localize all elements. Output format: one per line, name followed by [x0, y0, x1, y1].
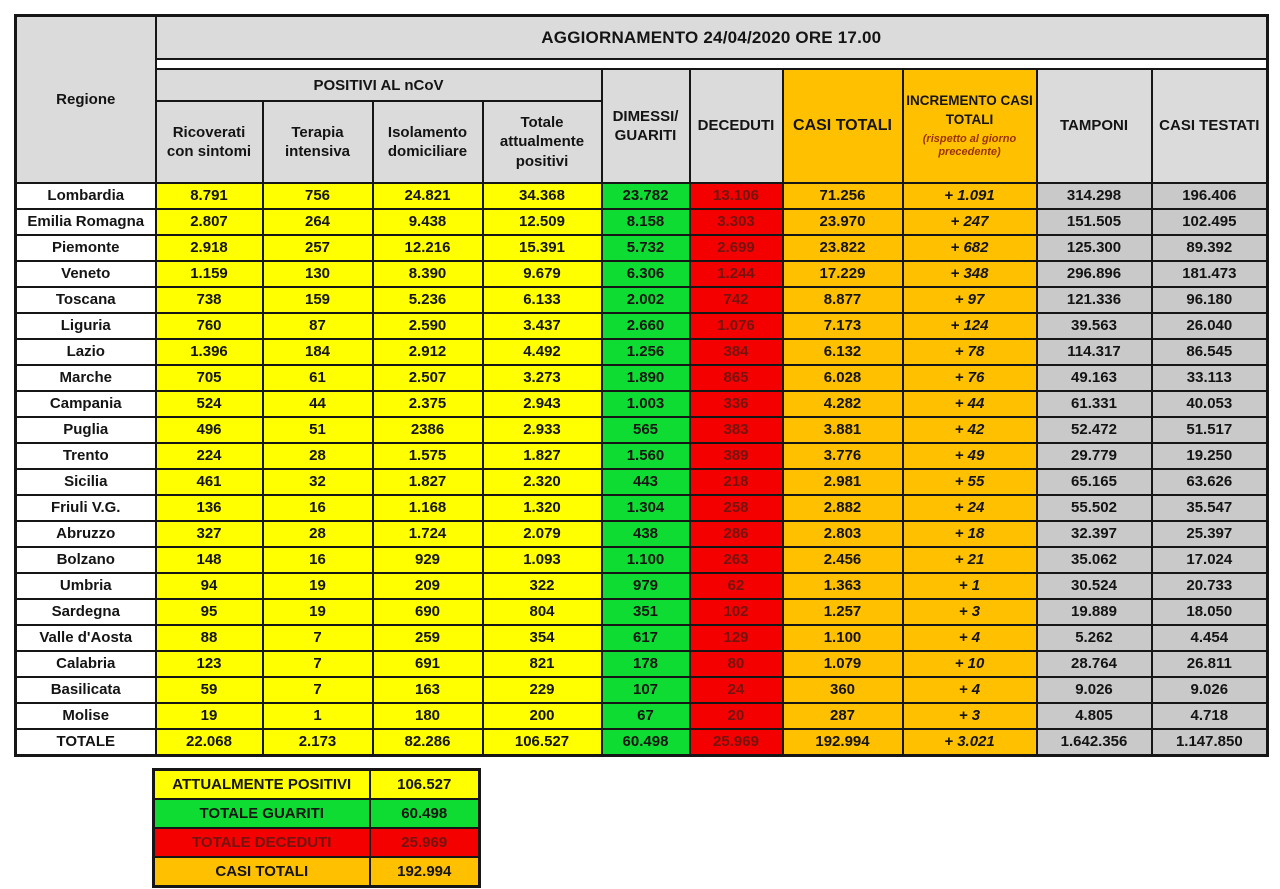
value-cell: 52.472	[1037, 417, 1152, 443]
region-cell: Marche	[16, 365, 156, 391]
value-cell: 1.724	[373, 521, 483, 547]
value-cell: 192.994	[783, 729, 903, 756]
summary-legend	[152, 768, 481, 888]
col-header-tamponi: TAMPONI	[1037, 69, 1152, 183]
value-cell: 4.492	[483, 339, 602, 365]
value-cell: 2.660	[602, 313, 690, 339]
value-cell: 102	[690, 599, 783, 625]
value-cell: 336	[690, 391, 783, 417]
value-cell: 322	[483, 573, 602, 599]
col-header-casi-testati: CASI TESTATI	[1152, 69, 1268, 183]
legend-value: 106.527	[370, 770, 480, 800]
value-cell: 9.438	[373, 209, 483, 235]
value-cell: 9.679	[483, 261, 602, 287]
value-cell: 2.933	[483, 417, 602, 443]
value-cell: 26.040	[1152, 313, 1268, 339]
value-cell: 23.782	[602, 183, 690, 209]
value-cell: 28.764	[1037, 651, 1152, 677]
table-row	[16, 261, 1268, 287]
value-cell: 107	[602, 677, 690, 703]
value-cell: 34.368	[483, 183, 602, 209]
value-cell: 20	[690, 703, 783, 729]
value-cell: 200	[483, 703, 602, 729]
value-cell: 86.545	[1152, 339, 1268, 365]
table-row	[16, 625, 1268, 651]
value-cell: 1.003	[602, 391, 690, 417]
value-cell: 2.456	[783, 547, 903, 573]
value-cell: 2.882	[783, 495, 903, 521]
value-cell: 6.133	[483, 287, 602, 313]
value-cell: + 44	[903, 391, 1037, 417]
value-cell: 19	[263, 573, 373, 599]
value-cell: 2.375	[373, 391, 483, 417]
legend-value: 192.994	[370, 857, 480, 887]
region-cell: Emilia Romagna	[16, 209, 156, 235]
value-cell: 88	[156, 625, 263, 651]
value-cell: 5.236	[373, 287, 483, 313]
table-row	[16, 313, 1268, 339]
value-cell: 95	[156, 599, 263, 625]
region-cell: Campania	[16, 391, 156, 417]
value-cell: 1.320	[483, 495, 602, 521]
value-cell: + 42	[903, 417, 1037, 443]
value-cell: 30.524	[1037, 573, 1152, 599]
value-cell: 383	[690, 417, 783, 443]
value-cell: 1.827	[483, 443, 602, 469]
value-cell: 705	[156, 365, 263, 391]
legend-label: TOTALE GUARITI	[154, 799, 370, 828]
table-row	[16, 391, 1268, 417]
value-cell: + 55	[903, 469, 1037, 495]
value-cell: 760	[156, 313, 263, 339]
value-cell: 218	[690, 469, 783, 495]
value-cell: 1.304	[602, 495, 690, 521]
value-cell: 22.068	[156, 729, 263, 756]
value-cell: + 97	[903, 287, 1037, 313]
value-cell: 19.250	[1152, 443, 1268, 469]
value-cell: 2.981	[783, 469, 903, 495]
value-cell: 125.300	[1037, 235, 1152, 261]
value-cell: 24	[690, 677, 783, 703]
value-cell: 2.590	[373, 313, 483, 339]
value-cell: 360	[783, 677, 903, 703]
value-cell: 259	[373, 625, 483, 651]
value-cell: 151.505	[1037, 209, 1152, 235]
table-row	[16, 469, 1268, 495]
region-cell: Bolzano	[16, 547, 156, 573]
value-cell: 7	[263, 625, 373, 651]
col-header-ricoverati-con-sintomi: Ricoverati con sintomi	[156, 101, 263, 183]
value-cell: 35.062	[1037, 547, 1152, 573]
value-cell: 821	[483, 651, 602, 677]
value-cell: 32	[263, 469, 373, 495]
value-cell: 258	[690, 495, 783, 521]
value-cell: 16	[263, 547, 373, 573]
table-row	[16, 417, 1268, 443]
value-cell: 96.180	[1152, 287, 1268, 313]
value-cell: + 18	[903, 521, 1037, 547]
value-cell: 617	[602, 625, 690, 651]
value-cell: 129	[690, 625, 783, 651]
value-cell: 354	[483, 625, 602, 651]
value-cell: 35.547	[1152, 495, 1268, 521]
table-row	[16, 365, 1268, 391]
value-cell: 389	[690, 443, 783, 469]
region-cell: Lazio	[16, 339, 156, 365]
value-cell: 16	[263, 495, 373, 521]
table-row	[16, 339, 1268, 365]
value-cell: 59	[156, 677, 263, 703]
table-row	[16, 495, 1268, 521]
value-cell: 979	[602, 573, 690, 599]
value-cell: 2.912	[373, 339, 483, 365]
col-header-isolamento-domiciliare: Isolamento domiciliare	[373, 101, 483, 183]
table-title: AGGIORNAMENTO 24/04/2020 ORE 17.00	[156, 16, 1268, 60]
value-cell: 690	[373, 599, 483, 625]
value-cell: 26.811	[1152, 651, 1268, 677]
value-cell: 2.320	[483, 469, 602, 495]
value-cell: 4.805	[1037, 703, 1152, 729]
value-cell: 1.100	[602, 547, 690, 573]
value-cell: 1.363	[783, 573, 903, 599]
value-cell: 148	[156, 547, 263, 573]
region-cell: Sardegna	[16, 599, 156, 625]
value-cell: 5.262	[1037, 625, 1152, 651]
region-cell: Puglia	[16, 417, 156, 443]
value-cell: + 3	[903, 703, 1037, 729]
value-cell: 229	[483, 677, 602, 703]
value-cell: 181.473	[1152, 261, 1268, 287]
value-cell: 8.390	[373, 261, 483, 287]
table-row	[16, 677, 1268, 703]
region-cell: Lombardia	[16, 183, 156, 209]
value-cell: 264	[263, 209, 373, 235]
value-cell: 1.396	[156, 339, 263, 365]
region-cell: Abruzzo	[16, 521, 156, 547]
legend-label: ATTUALMENTE POSITIVI	[154, 770, 370, 800]
header-spacer	[156, 59, 1268, 69]
value-cell: 4.718	[1152, 703, 1268, 729]
value-cell: 159	[263, 287, 373, 313]
value-cell: 1.257	[783, 599, 903, 625]
value-cell: 51.517	[1152, 417, 1268, 443]
value-cell: 3.303	[690, 209, 783, 235]
value-cell: 178	[602, 651, 690, 677]
value-cell: 6.132	[783, 339, 903, 365]
value-cell: 2.173	[263, 729, 373, 756]
value-cell: 2.943	[483, 391, 602, 417]
value-cell: 1.256	[602, 339, 690, 365]
value-cell: 17.024	[1152, 547, 1268, 573]
value-cell: 2.807	[156, 209, 263, 235]
col-header-totale-attualmente-positivi: Totale attualmente positivi	[483, 101, 602, 183]
legend-row	[154, 828, 480, 857]
value-cell: 25.397	[1152, 521, 1268, 547]
value-cell: 61	[263, 365, 373, 391]
value-cell: 61.331	[1037, 391, 1152, 417]
value-cell: 80	[690, 651, 783, 677]
value-cell: 929	[373, 547, 483, 573]
value-cell: 67	[602, 703, 690, 729]
value-cell: + 682	[903, 235, 1037, 261]
value-cell: 3.273	[483, 365, 602, 391]
value-cell: 28	[263, 443, 373, 469]
value-cell: 106.527	[483, 729, 602, 756]
value-cell: 12.509	[483, 209, 602, 235]
value-cell: 2.507	[373, 365, 483, 391]
region-cell: Trento	[16, 443, 156, 469]
value-cell: 296.896	[1037, 261, 1152, 287]
value-cell: 7.173	[783, 313, 903, 339]
region-cell: Piemonte	[16, 235, 156, 261]
value-cell: 49.163	[1037, 365, 1152, 391]
value-cell: 40.053	[1152, 391, 1268, 417]
region-cell: Toscana	[16, 287, 156, 313]
value-cell: 17.229	[783, 261, 903, 287]
incremento-note: (rispetto al giorno precedente)	[922, 132, 1017, 159]
value-cell: 438	[602, 521, 690, 547]
table-row	[16, 287, 1268, 313]
table-row	[16, 235, 1268, 261]
region-cell: Calabria	[16, 651, 156, 677]
region-cell: Friuli V.G.	[16, 495, 156, 521]
value-cell: 184	[263, 339, 373, 365]
value-cell: 44	[263, 391, 373, 417]
value-cell: 1.093	[483, 547, 602, 573]
value-cell: 738	[156, 287, 263, 313]
value-cell: 3.437	[483, 313, 602, 339]
value-cell: + 4	[903, 677, 1037, 703]
value-cell: 136	[156, 495, 263, 521]
value-cell: 89.392	[1152, 235, 1268, 261]
table-row	[16, 209, 1268, 235]
value-cell: 39.563	[1037, 313, 1152, 339]
value-cell: 1.100	[783, 625, 903, 651]
value-cell: 4.454	[1152, 625, 1268, 651]
value-cell: 25.969	[690, 729, 783, 756]
col-header-terapia-intensiva: Terapia intensiva	[263, 101, 373, 183]
covid-summary-table	[14, 14, 1269, 757]
table-row	[16, 443, 1268, 469]
legend-row	[154, 857, 480, 887]
region-cell: Sicilia	[16, 469, 156, 495]
value-cell: 443	[602, 469, 690, 495]
value-cell: 63.626	[1152, 469, 1268, 495]
value-cell: + 10	[903, 651, 1037, 677]
value-cell: 8.877	[783, 287, 903, 313]
value-cell: 1.168	[373, 495, 483, 521]
region-cell: Umbria	[16, 573, 156, 599]
value-cell: 55.502	[1037, 495, 1152, 521]
value-cell: 29.779	[1037, 443, 1152, 469]
value-cell: 1.890	[602, 365, 690, 391]
value-cell: 82.286	[373, 729, 483, 756]
legend-row	[154, 799, 480, 828]
value-cell: 2.699	[690, 235, 783, 261]
value-cell: 33.113	[1152, 365, 1268, 391]
value-cell: 180	[373, 703, 483, 729]
value-cell: 114.317	[1037, 339, 1152, 365]
value-cell: 4.282	[783, 391, 903, 417]
col-header-deceduti: DECEDUTI	[690, 69, 783, 183]
value-cell: 23.970	[783, 209, 903, 235]
region-cell: Valle d'Aosta	[16, 625, 156, 651]
value-cell: 257	[263, 235, 373, 261]
value-cell: 1.575	[373, 443, 483, 469]
value-cell: 314.298	[1037, 183, 1152, 209]
col-header-dimessi-guariti: DIMESSI/ GUARITI	[602, 69, 690, 183]
value-cell: 13.106	[690, 183, 783, 209]
value-cell: 804	[483, 599, 602, 625]
table-row	[16, 183, 1268, 209]
value-cell: + 76	[903, 365, 1037, 391]
value-cell: 94	[156, 573, 263, 599]
value-cell: 524	[156, 391, 263, 417]
value-cell: 12.216	[373, 235, 483, 261]
value-cell: 5.732	[602, 235, 690, 261]
value-cell: 20.733	[1152, 573, 1268, 599]
value-cell: 1.147.850	[1152, 729, 1268, 756]
value-cell: 2.079	[483, 521, 602, 547]
value-cell: 351	[602, 599, 690, 625]
region-cell: TOTALE	[16, 729, 156, 756]
value-cell: 2.918	[156, 235, 263, 261]
value-cell: 163	[373, 677, 483, 703]
value-cell: 121.336	[1037, 287, 1152, 313]
value-cell: 19	[156, 703, 263, 729]
region-cell: Molise	[16, 703, 156, 729]
table-row	[16, 599, 1268, 625]
value-cell: + 3.021	[903, 729, 1037, 756]
value-cell: + 24	[903, 495, 1037, 521]
value-cell: 756	[263, 183, 373, 209]
value-cell: 9.026	[1037, 677, 1152, 703]
value-cell: + 1	[903, 573, 1037, 599]
total-row	[16, 729, 1268, 756]
value-cell: 24.821	[373, 183, 483, 209]
value-cell: 28	[263, 521, 373, 547]
value-cell: 7	[263, 677, 373, 703]
value-cell: + 49	[903, 443, 1037, 469]
value-cell: 384	[690, 339, 783, 365]
col-header-incremento-casi-totali	[903, 69, 1037, 183]
value-cell: 6.306	[602, 261, 690, 287]
value-cell: 565	[602, 417, 690, 443]
value-cell: 2.803	[783, 521, 903, 547]
value-cell: + 348	[903, 261, 1037, 287]
legend-value: 25.969	[370, 828, 480, 857]
value-cell: 263	[690, 547, 783, 573]
value-cell: + 247	[903, 209, 1037, 235]
legend-row	[154, 770, 480, 800]
value-cell: + 124	[903, 313, 1037, 339]
col-group-positivi-ncov: POSITIVI AL nCoV	[156, 69, 602, 101]
value-cell: 8.158	[602, 209, 690, 235]
value-cell: 9.026	[1152, 677, 1268, 703]
value-cell: 1.076	[690, 313, 783, 339]
value-cell: 15.391	[483, 235, 602, 261]
value-cell: 2.002	[602, 287, 690, 313]
value-cell: 123	[156, 651, 263, 677]
value-cell: 1.079	[783, 651, 903, 677]
value-cell: 62	[690, 573, 783, 599]
value-cell: 19	[263, 599, 373, 625]
value-cell: 2386	[373, 417, 483, 443]
value-cell: 691	[373, 651, 483, 677]
col-header-regione: Regione	[16, 16, 156, 184]
value-cell: 87	[263, 313, 373, 339]
table-row	[16, 573, 1268, 599]
value-cell: 3.776	[783, 443, 903, 469]
value-cell: 287	[783, 703, 903, 729]
value-cell: 865	[690, 365, 783, 391]
value-cell: + 3	[903, 599, 1037, 625]
value-cell: 8.791	[156, 183, 263, 209]
value-cell: 461	[156, 469, 263, 495]
value-cell: 286	[690, 521, 783, 547]
table-row	[16, 703, 1268, 729]
col-header-casi-totali: CASI TOTALI	[783, 69, 903, 183]
value-cell: + 4	[903, 625, 1037, 651]
value-cell: 496	[156, 417, 263, 443]
value-cell: 60.498	[602, 729, 690, 756]
value-cell: 196.406	[1152, 183, 1268, 209]
value-cell: 209	[373, 573, 483, 599]
incremento-label: INCREMENTO CASI TOTALI	[906, 92, 1033, 127]
table-row	[16, 521, 1268, 547]
value-cell: 1.827	[373, 469, 483, 495]
value-cell: + 78	[903, 339, 1037, 365]
value-cell: 1	[263, 703, 373, 729]
value-cell: + 21	[903, 547, 1037, 573]
value-cell: 18.050	[1152, 599, 1268, 625]
value-cell: 6.028	[783, 365, 903, 391]
value-cell: 102.495	[1152, 209, 1268, 235]
value-cell: 51	[263, 417, 373, 443]
table-row	[16, 547, 1268, 573]
value-cell: 65.165	[1037, 469, 1152, 495]
table-row	[16, 651, 1268, 677]
value-cell: + 1.091	[903, 183, 1037, 209]
value-cell: 19.889	[1037, 599, 1152, 625]
value-cell: 3.881	[783, 417, 903, 443]
value-cell: 742	[690, 287, 783, 313]
value-cell: 7	[263, 651, 373, 677]
value-cell: 23.822	[783, 235, 903, 261]
value-cell: 224	[156, 443, 263, 469]
value-cell: 1.560	[602, 443, 690, 469]
region-cell: Basilicata	[16, 677, 156, 703]
value-cell: 1.642.356	[1037, 729, 1152, 756]
value-cell: 130	[263, 261, 373, 287]
legend-value: 60.498	[370, 799, 480, 828]
region-cell: Liguria	[16, 313, 156, 339]
value-cell: 1.159	[156, 261, 263, 287]
region-cell: Veneto	[16, 261, 156, 287]
value-cell: 1.244	[690, 261, 783, 287]
value-cell: 71.256	[783, 183, 903, 209]
legend-label: TOTALE DECEDUTI	[154, 828, 370, 857]
value-cell: 32.397	[1037, 521, 1152, 547]
value-cell: 327	[156, 521, 263, 547]
legend-label: CASI TOTALI	[154, 857, 370, 887]
